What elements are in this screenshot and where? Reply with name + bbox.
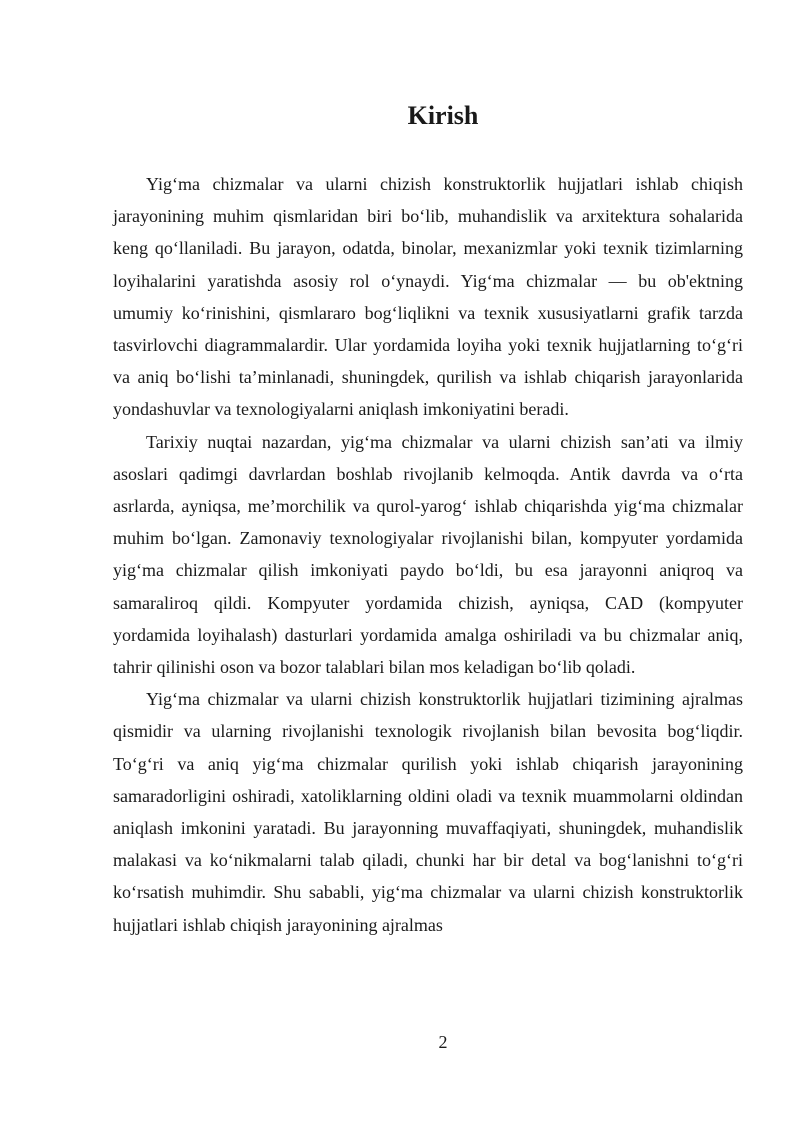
page-number: 2 [438, 1032, 448, 1052]
paragraph-1: Yig‘ma chizmalar va ularni chizish konstruktorlik hujjatlari ishlab chiqish jarayonining muhim qismlaridan biri bo‘lib, muhandislik va arxitektura sohalarida keng qo‘llaniladi. Bu jarayon, odatda, binolar, mexanizmlar yoki texnik tizimlarning loyihalarini yaratishda asosiy rol o‘ynaydi. Yig‘ma chizmalar — bu ob'ektning umumiy ko‘rinishini, qismlararo bog‘liqlikni va texnik xususiyatlarni grafik tarzda tasvirlovchi diagrammalardir. Ular yordamida loyiha yoki texnik hujjatlarning to‘g‘ri va aniq bo‘lishi ta’minlanadi, shuningdek, qurilish va ishlab chiqarish jarayonlarida yondashuvlar va texnologiyalarni aniqlash imkoniyatini beradi. [113, 174, 743, 420]
paragraph-3: Yig‘ma chizmalar va ularni chizish konstruktorlik hujjatlari tizimining ajralmas qismidir va ularning rivojlanishi texnologik rivojlanish bilan bevosita bog‘liqdir. To‘g‘ri va aniq yig‘ma chizmalar qurilish yoki ishlab chiqarish jarayonining samaradorligini oshiradi, xatoliklarning oldini oladi va texnik muammolarni oldindan aniqlash imkonini yaratadi. Bu jarayonning muvaffaqiyati, shuningdek, muhandislik malakasi va ko‘nikmalarni talab qiladi, chunki har bir detal va bog‘lanishni to‘g‘ri ko‘rsatish muhimdir. Shu sababli, yig‘ma chizmalar va ularni chizish konstruktorlik hujjatlari ishlab chiqish jarayonining ajralmas [113, 689, 743, 935]
body-text [113, 168, 743, 941]
page-title: Kirish [407, 101, 479, 130]
paragraph-2: Tarixiy nuqtai nazardan, yig‘ma chizmalar va ularni chizish san’ati va ilmiy asoslari qadimgi davrlardan boshlab rivojlanib kelmoqda. Antik davrda va o‘rta asrlarda, ayniqsa, me’morchilik va qurol-yarog‘ ishlab chiqarishda yig‘ma chizmalar muhim bo‘lgan. Zamonaviy texnologiyalar rivojlanishi bilan, kompyuter yordamida yig‘ma chizmalar qilish imkoniyati paydo bo‘ldi, bu esa jarayonni aniqroq va samaraliroq qildi. Kompyuter yordamida chizish, ayniqsa, CAD (kompyuter yordamida loyihalash) dasturlari yordamida amalga oshiriladi va bu chizmalar aniq, tahrir qilinishi oson va bozor talablari bilan mos keladigan bo‘lib qoladi. [113, 431, 743, 678]
